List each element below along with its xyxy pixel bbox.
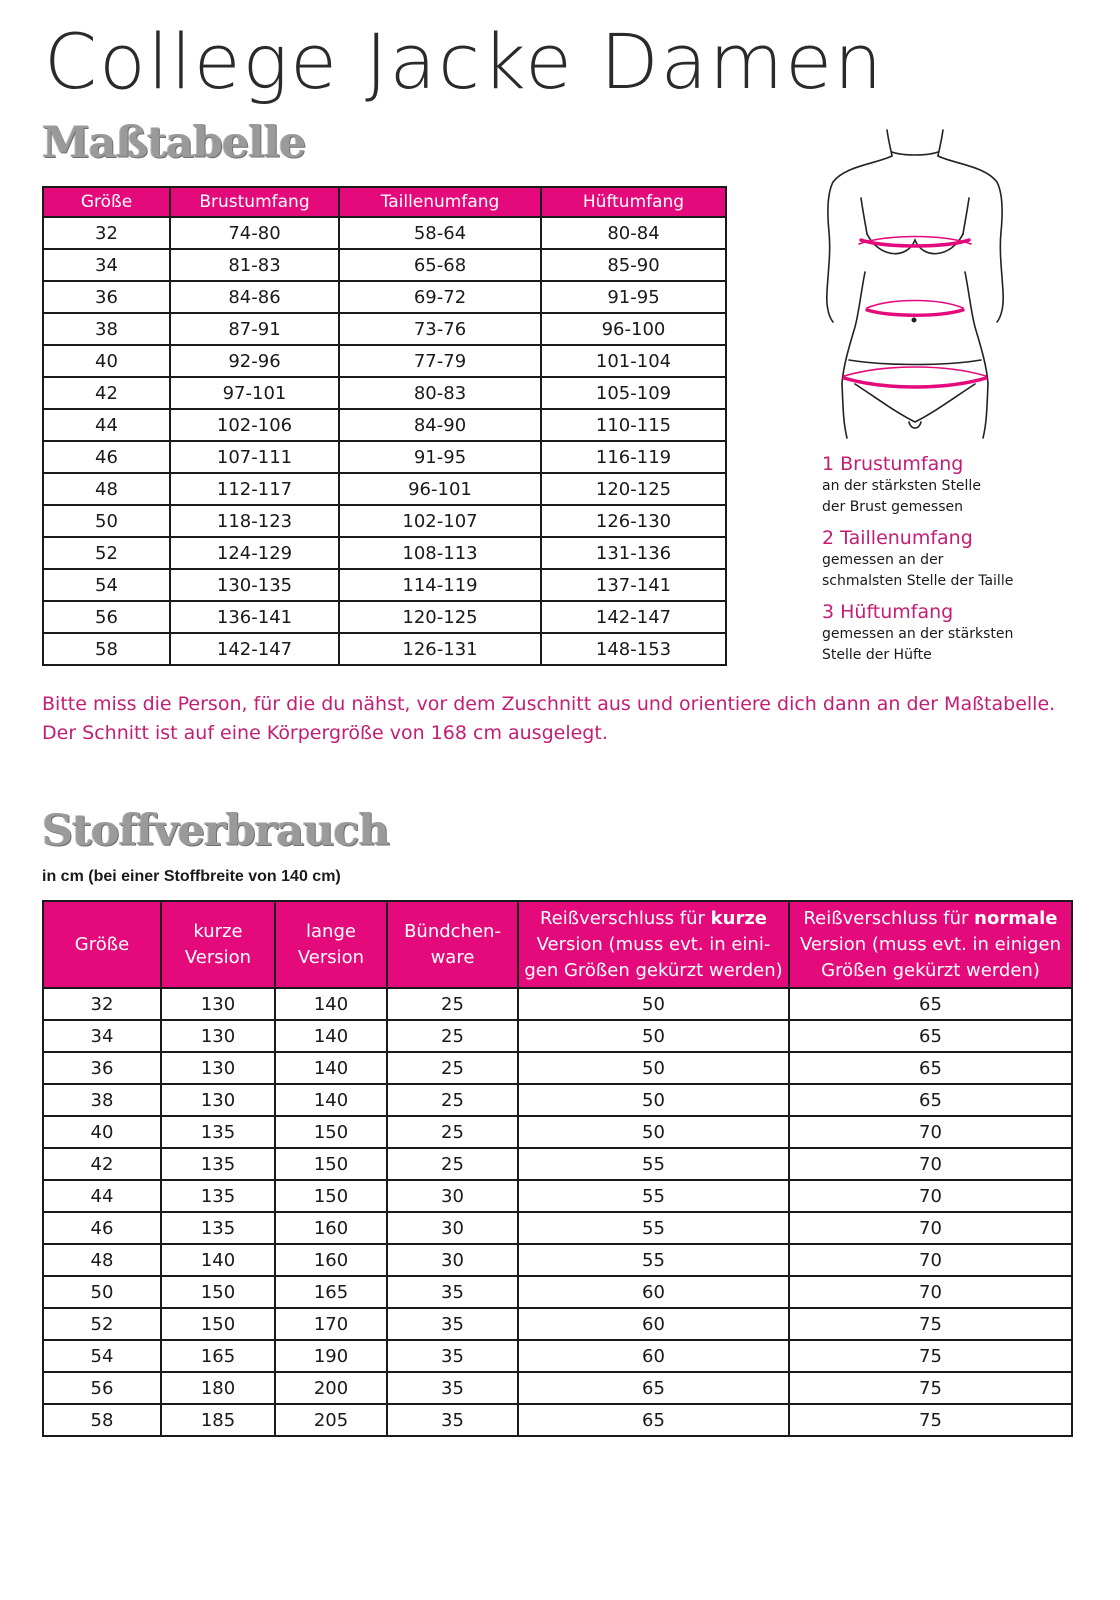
- table-cell: 108-113: [339, 537, 541, 569]
- size-chart-header-cell: Taillenumfang: [339, 187, 541, 217]
- table-cell: 65: [789, 1084, 1072, 1116]
- table-cell: 50: [518, 1052, 789, 1084]
- size-chart-row: [43, 345, 726, 377]
- fabric-header-short: kurze Version: [161, 901, 275, 988]
- table-cell: 142-147: [541, 601, 726, 633]
- table-cell: 75: [789, 1340, 1072, 1372]
- table-cell: 170: [275, 1308, 387, 1340]
- table-cell: 91-95: [339, 441, 541, 473]
- table-cell: 38: [43, 1084, 161, 1116]
- table-cell: 75: [789, 1308, 1072, 1340]
- legend-item-waist: [822, 526, 1112, 592]
- table-cell: 25: [387, 1084, 518, 1116]
- fabric-table-row: [43, 1308, 1072, 1340]
- table-cell: 35: [387, 1404, 518, 1436]
- table-cell: 65: [518, 1404, 789, 1436]
- table-cell: 137-141: [541, 569, 726, 601]
- table-cell: 73-76: [339, 313, 541, 345]
- size-chart-row: [43, 633, 726, 665]
- table-cell: 40: [43, 1116, 161, 1148]
- size-chart-row: [43, 377, 726, 409]
- fabric-header-cuff: Bündchen- ware: [387, 901, 518, 988]
- table-cell: 120-125: [541, 473, 726, 505]
- fabric-table-row: [43, 1372, 1072, 1404]
- table-cell: 185: [161, 1404, 275, 1436]
- table-cell: 54: [43, 1340, 161, 1372]
- table-cell: 165: [275, 1276, 387, 1308]
- table-cell: 74-80: [170, 217, 339, 249]
- fabric-header-size: Größe: [43, 901, 161, 988]
- table-cell: 32: [43, 217, 170, 249]
- table-cell: 69-72: [339, 281, 541, 313]
- table-cell: 65: [518, 1372, 789, 1404]
- table-cell: 44: [43, 1180, 161, 1212]
- table-cell: 25: [387, 988, 518, 1020]
- table-cell: 120-125: [339, 601, 541, 633]
- size-chart-table: [42, 186, 727, 666]
- size-chart-header-cell: Brustumfang: [170, 187, 339, 217]
- table-cell: 50: [518, 1084, 789, 1116]
- table-cell: 25: [387, 1020, 518, 1052]
- fabric-header-row: [43, 901, 1072, 988]
- size-chart-header-row: [43, 187, 726, 217]
- table-cell: 50: [518, 988, 789, 1020]
- fabric-table-row: [43, 1180, 1072, 1212]
- fabric-table-row: [43, 1148, 1072, 1180]
- size-chart-row: [43, 537, 726, 569]
- table-cell: 130: [161, 988, 275, 1020]
- table-cell: 96-100: [541, 313, 726, 345]
- table-cell: 84-90: [339, 409, 541, 441]
- table-cell: 55: [518, 1244, 789, 1276]
- note-line: Der Schnitt ist auf eine Körpergröße von 168 cm ausgelegt.: [42, 722, 608, 744]
- body-measurement-figure: [815, 122, 1015, 447]
- table-cell: 114-119: [339, 569, 541, 601]
- table-cell: 42: [43, 1148, 161, 1180]
- table-cell: 58-64: [339, 217, 541, 249]
- table-cell: 38: [43, 313, 170, 345]
- table-cell: 52: [43, 1308, 161, 1340]
- table-cell: 91-95: [541, 281, 726, 313]
- fabric-subheading: in cm (bei einer Stoffbreite von 140 cm): [42, 868, 341, 885]
- table-cell: 130: [161, 1052, 275, 1084]
- table-cell: 42: [43, 377, 170, 409]
- table-cell: 96-101: [339, 473, 541, 505]
- table-cell: 150: [275, 1180, 387, 1212]
- table-cell: 200: [275, 1372, 387, 1404]
- table-cell: 180: [161, 1372, 275, 1404]
- table-cell: 35: [387, 1276, 518, 1308]
- size-chart-row: [43, 441, 726, 473]
- table-cell: 56: [43, 601, 170, 633]
- table-cell: 205: [275, 1404, 387, 1436]
- table-cell: 150: [161, 1276, 275, 1308]
- table-cell: 130: [161, 1020, 275, 1052]
- fabric-table-row: [43, 1404, 1072, 1436]
- table-cell: 107-111: [170, 441, 339, 473]
- table-cell: 75: [789, 1404, 1072, 1436]
- size-chart-heading: Maßtabelle: [42, 118, 306, 168]
- fabric-table-row: [43, 1244, 1072, 1276]
- table-cell: 55: [518, 1148, 789, 1180]
- table-cell: 44: [43, 409, 170, 441]
- fabric-header-long: lange Version: [275, 901, 387, 988]
- legend-description: Stelle der Hüfte: [822, 647, 932, 663]
- note-line: Bitte miss die Person, für die du nähst, vor dem Zuschnitt aus und orientiere dich dann an der Maßtabelle.: [42, 693, 1056, 715]
- table-cell: 190: [275, 1340, 387, 1372]
- table-cell: 55: [518, 1212, 789, 1244]
- size-chart-row: [43, 281, 726, 313]
- table-cell: 80-84: [541, 217, 726, 249]
- table-cell: 116-119: [541, 441, 726, 473]
- table-cell: 130: [161, 1084, 275, 1116]
- table-cell: 81-83: [170, 249, 339, 281]
- fabric-table-row: [43, 1212, 1072, 1244]
- table-cell: 112-117: [170, 473, 339, 505]
- table-cell: 70: [789, 1116, 1072, 1148]
- table-cell: 140: [161, 1244, 275, 1276]
- table-cell: 56: [43, 1372, 161, 1404]
- table-cell: 65: [789, 988, 1072, 1020]
- table-cell: 60: [518, 1308, 789, 1340]
- table-cell: 50: [43, 505, 170, 537]
- table-cell: 102-107: [339, 505, 541, 537]
- table-cell: 25: [387, 1116, 518, 1148]
- table-cell: 85-90: [541, 249, 726, 281]
- table-cell: 130-135: [170, 569, 339, 601]
- table-cell: 30: [387, 1180, 518, 1212]
- table-cell: 30: [387, 1212, 518, 1244]
- table-cell: 136-141: [170, 601, 339, 633]
- size-chart-row: [43, 505, 726, 537]
- legend-description: gemessen an der stärksten: [822, 626, 1014, 642]
- table-cell: 50: [43, 1276, 161, 1308]
- legend-description: schmalsten Stelle der Taille: [822, 573, 1014, 589]
- size-chart-row: [43, 569, 726, 601]
- fabric-table-row: [43, 1340, 1072, 1372]
- table-cell: 142-147: [170, 633, 339, 665]
- size-chart-row: [43, 313, 726, 345]
- table-cell: 65: [789, 1052, 1072, 1084]
- size-chart-row: [43, 217, 726, 249]
- table-cell: 160: [275, 1244, 387, 1276]
- legend-title: 3 Hüftumfang: [822, 601, 954, 623]
- table-cell: 48: [43, 473, 170, 505]
- table-cell: 126-131: [339, 633, 541, 665]
- fabric-table-row: [43, 1084, 1072, 1116]
- fabric-header-zip-normal: Reißverschluss für normale Version (muss evt. in einigen Größen gekürzt werden): [789, 901, 1072, 988]
- table-cell: 140: [275, 1020, 387, 1052]
- legend-title: 2 Taillenumfang: [822, 527, 973, 549]
- table-cell: 60: [518, 1340, 789, 1372]
- table-cell: 54: [43, 569, 170, 601]
- table-cell: 46: [43, 441, 170, 473]
- table-cell: 70: [789, 1276, 1072, 1308]
- table-cell: 97-101: [170, 377, 339, 409]
- table-cell: 30: [387, 1244, 518, 1276]
- table-cell: 58: [43, 1404, 161, 1436]
- measurement-note: [42, 690, 1082, 748]
- table-cell: 25: [387, 1148, 518, 1180]
- legend-description: gemessen an der: [822, 552, 944, 568]
- table-cell: 70: [789, 1148, 1072, 1180]
- fabric-table-row: [43, 1116, 1072, 1148]
- table-cell: 55: [518, 1180, 789, 1212]
- table-cell: 160: [275, 1212, 387, 1244]
- table-cell: 140: [275, 1052, 387, 1084]
- table-cell: 65: [789, 1020, 1072, 1052]
- table-cell: 92-96: [170, 345, 339, 377]
- table-cell: 70: [789, 1180, 1072, 1212]
- size-chart-header-cell: Größe: [43, 187, 170, 217]
- legend-description: der Brust gemessen: [822, 499, 963, 515]
- table-cell: 50: [518, 1020, 789, 1052]
- table-cell: 135: [161, 1116, 275, 1148]
- legend-item-bust: [822, 452, 1112, 518]
- table-cell: 150: [275, 1116, 387, 1148]
- table-cell: 25: [387, 1052, 518, 1084]
- fabric-table-row: [43, 1020, 1072, 1052]
- fabric-table-row: [43, 1276, 1072, 1308]
- legend-description: an der stärksten Stelle: [822, 478, 981, 494]
- table-cell: 110-115: [541, 409, 726, 441]
- table-cell: 148-153: [541, 633, 726, 665]
- size-chart-body: [43, 217, 726, 665]
- fabric-header-zip-short: Reißverschluss für kurze Version (muss evt. in eini- gen Größen gekürzt werden): [518, 901, 789, 988]
- size-chart-row: [43, 473, 726, 505]
- table-cell: 165: [161, 1340, 275, 1372]
- table-cell: 150: [275, 1148, 387, 1180]
- table-cell: 70: [789, 1244, 1072, 1276]
- fabric-table-row: [43, 988, 1072, 1020]
- table-cell: 70: [789, 1212, 1072, 1244]
- table-cell: 52: [43, 537, 170, 569]
- size-chart-row: [43, 601, 726, 633]
- table-cell: 46: [43, 1212, 161, 1244]
- table-cell: 124-129: [170, 537, 339, 569]
- table-cell: 75: [789, 1372, 1072, 1404]
- table-cell: 36: [43, 281, 170, 313]
- fabric-table-row: [43, 1052, 1072, 1084]
- table-cell: 84-86: [170, 281, 339, 313]
- fabric-table-body: [43, 988, 1072, 1436]
- table-cell: 105-109: [541, 377, 726, 409]
- legend-item-hip: [822, 600, 1112, 666]
- table-cell: 60: [518, 1276, 789, 1308]
- table-cell: 35: [387, 1308, 518, 1340]
- table-cell: 102-106: [170, 409, 339, 441]
- table-cell: 34: [43, 1020, 161, 1052]
- table-cell: 101-104: [541, 345, 726, 377]
- table-cell: 135: [161, 1212, 275, 1244]
- table-cell: 126-130: [541, 505, 726, 537]
- table-cell: 32: [43, 988, 161, 1020]
- fabric-table: [42, 900, 1073, 1437]
- table-cell: 50: [518, 1116, 789, 1148]
- legend-title: 1 Brustumfang: [822, 453, 964, 475]
- table-cell: 135: [161, 1180, 275, 1212]
- table-cell: 58: [43, 633, 170, 665]
- size-chart-row: [43, 249, 726, 281]
- table-cell: 140: [275, 1084, 387, 1116]
- table-cell: 118-123: [170, 505, 339, 537]
- size-chart-row: [43, 409, 726, 441]
- table-cell: 35: [387, 1372, 518, 1404]
- table-cell: 80-83: [339, 377, 541, 409]
- table-cell: 48: [43, 1244, 161, 1276]
- table-cell: 131-136: [541, 537, 726, 569]
- page-title: College Jacke Damen: [44, 17, 885, 106]
- table-cell: 36: [43, 1052, 161, 1084]
- table-cell: 65-68: [339, 249, 541, 281]
- measurement-legend: [822, 452, 1112, 674]
- table-cell: 34: [43, 249, 170, 281]
- fabric-heading: Stoffverbrauch: [42, 806, 389, 856]
- size-chart-header-cell: Hüftumfang: [541, 187, 726, 217]
- table-cell: 135: [161, 1148, 275, 1180]
- table-cell: 40: [43, 345, 170, 377]
- table-cell: 140: [275, 988, 387, 1020]
- table-cell: 150: [161, 1308, 275, 1340]
- table-cell: 35: [387, 1340, 518, 1372]
- table-cell: 87-91: [170, 313, 339, 345]
- table-cell: 77-79: [339, 345, 541, 377]
